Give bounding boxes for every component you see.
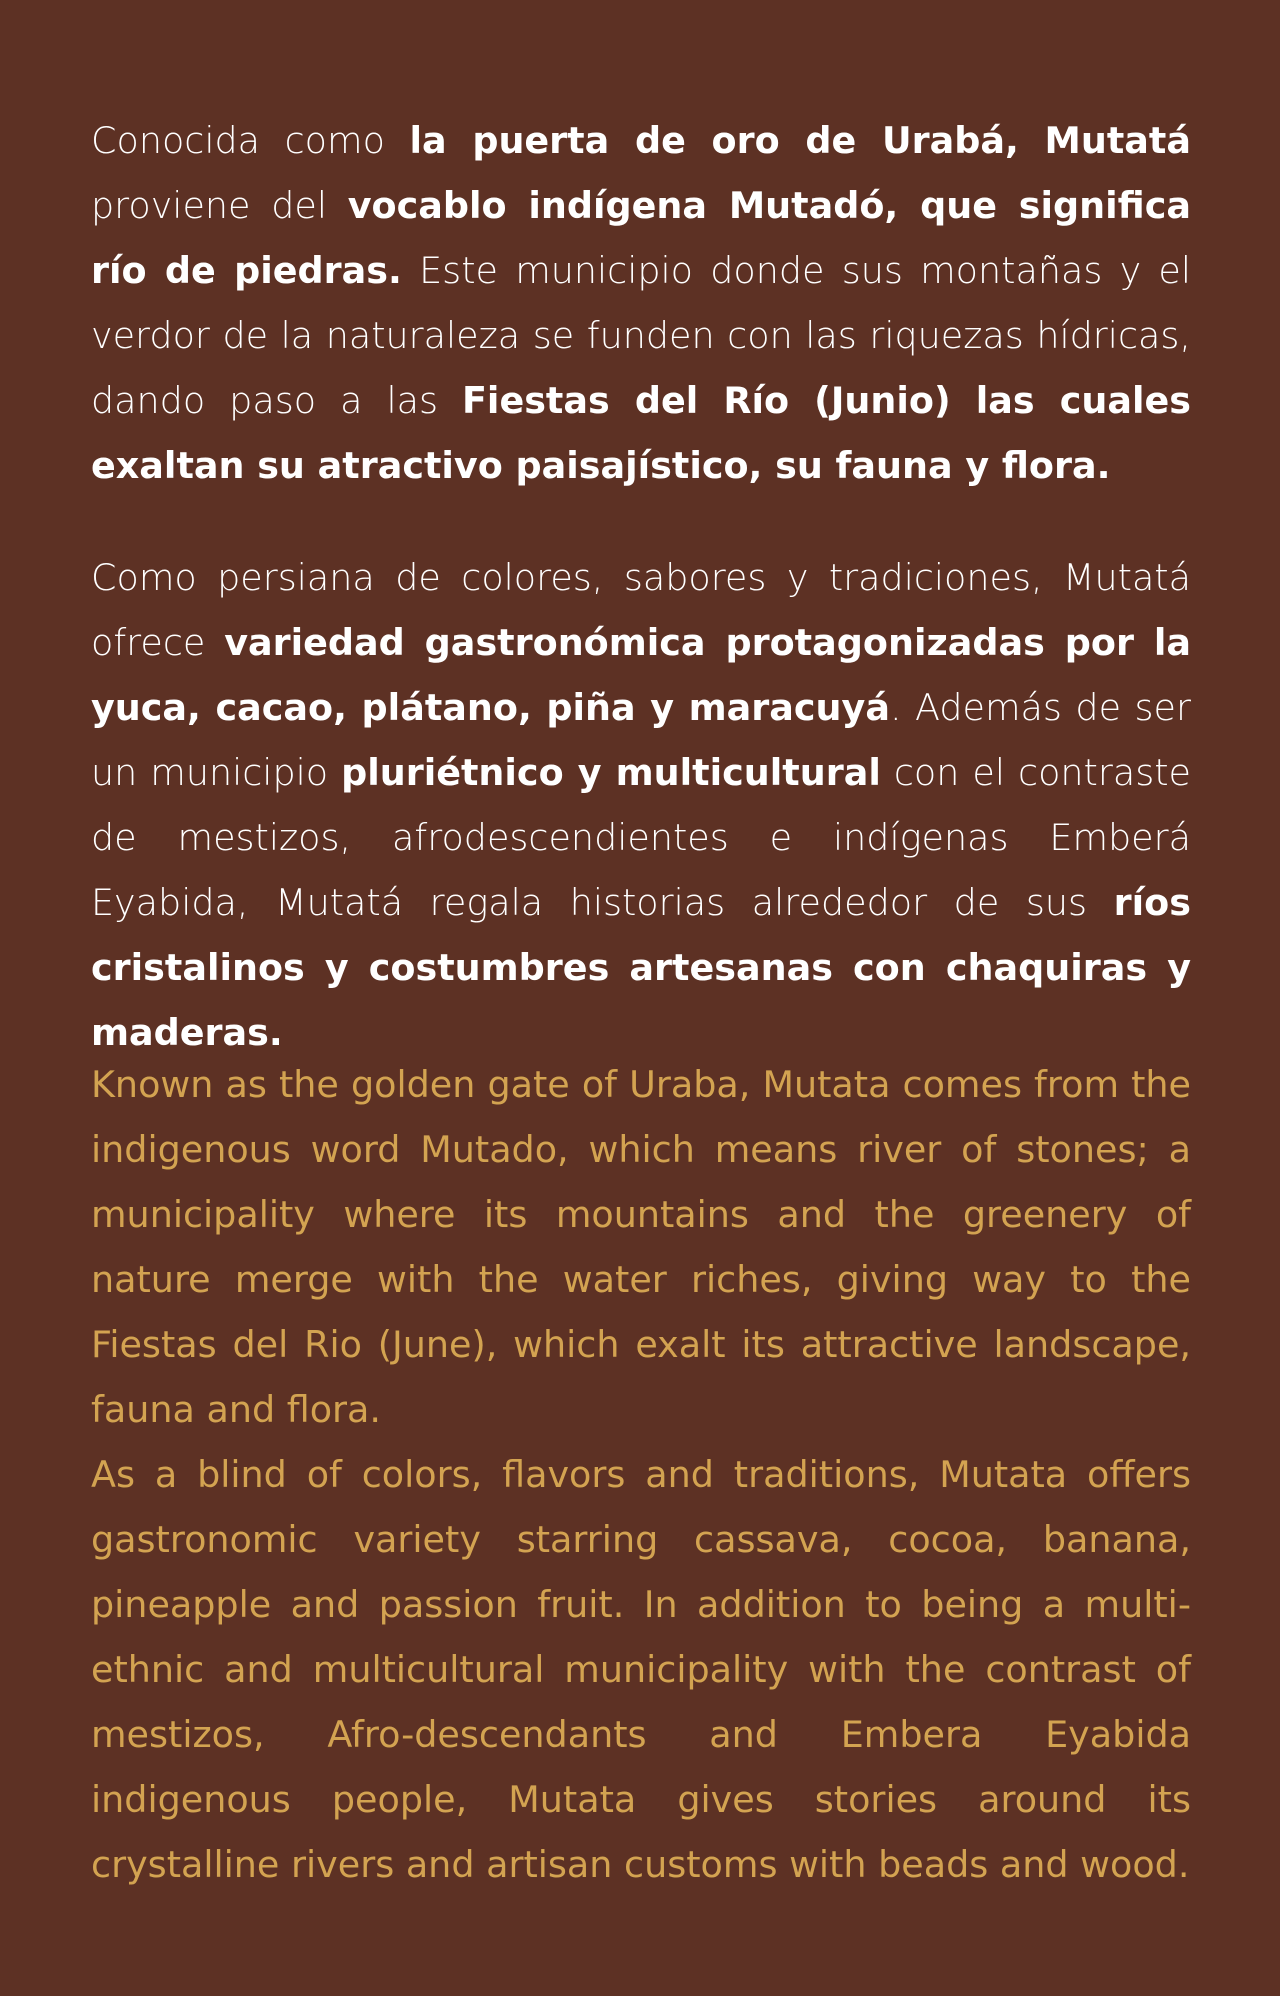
bold-run: vocablo indígena Mutadó, que significa río de piedras. bbox=[91, 184, 1191, 292]
text-run: Conocida como bbox=[91, 119, 410, 162]
text-run: con el contraste de mestizos, afrodescendientes e indígenas Emberá Eyabida, Mutatá regala historias alrededor de sus bbox=[91, 751, 1192, 924]
bold-run: variedad gastronómica protagonizadas por la yuca, cacao, plátano, piña y maracuyá bbox=[91, 621, 1192, 729]
spanish-paragraph-1 bbox=[91, 108, 1191, 498]
bold-run: pluriétnico y multicultural bbox=[341, 751, 881, 794]
text-run: proviene del bbox=[91, 184, 348, 227]
english-paragraph-1: Known as the golden gate of Uraba, Mutata comes from the indigenous word Mutado, which means river of stones; a municipality where its mountains and the greenery of nature merge with the water riches, giving way to the Fiestas del Rio (June), which exalt its attractive landscape, fauna and flora. bbox=[91, 1063, 1191, 1431]
spanish-paragraph-2 bbox=[91, 545, 1191, 1065]
text-run: Este municipio donde sus montañas y el verdor de la naturaleza se funden con las riquezas hídricas, dando paso a las bbox=[91, 249, 1191, 422]
bold-run: ríos cristalinos y costumbres artesanas con chaquiras y maderas. bbox=[91, 881, 1191, 1054]
text-run: Como persiana de colores, sabores y tradiciones, Mutatá ofrece bbox=[91, 556, 1191, 664]
bold-run: la puerta de oro de Urabá, Mutatá bbox=[409, 119, 1191, 162]
bold-run: Fiestas del Río (Junio) las cuales exaltan su atractivo paisajístico, su fauna y flora. bbox=[91, 379, 1192, 487]
english-paragraph-2: As a blind of colors, flavors and traditions, Mutata offers gastronomic variety starring cassava, cocoa, banana, pineapple and passion fruit. In addition to being a multi-ethnic and multicultural municipality with the contrast of mestizos, Afro-descendants and Embera Eyabida indigenous people, Mutata gives stories around its crystalline rivers and artisan customs with beads and wood. bbox=[91, 1453, 1191, 1886]
text-run: . Además de ser un municipio bbox=[91, 686, 1191, 794]
english-section bbox=[91, 1052, 1191, 1897]
